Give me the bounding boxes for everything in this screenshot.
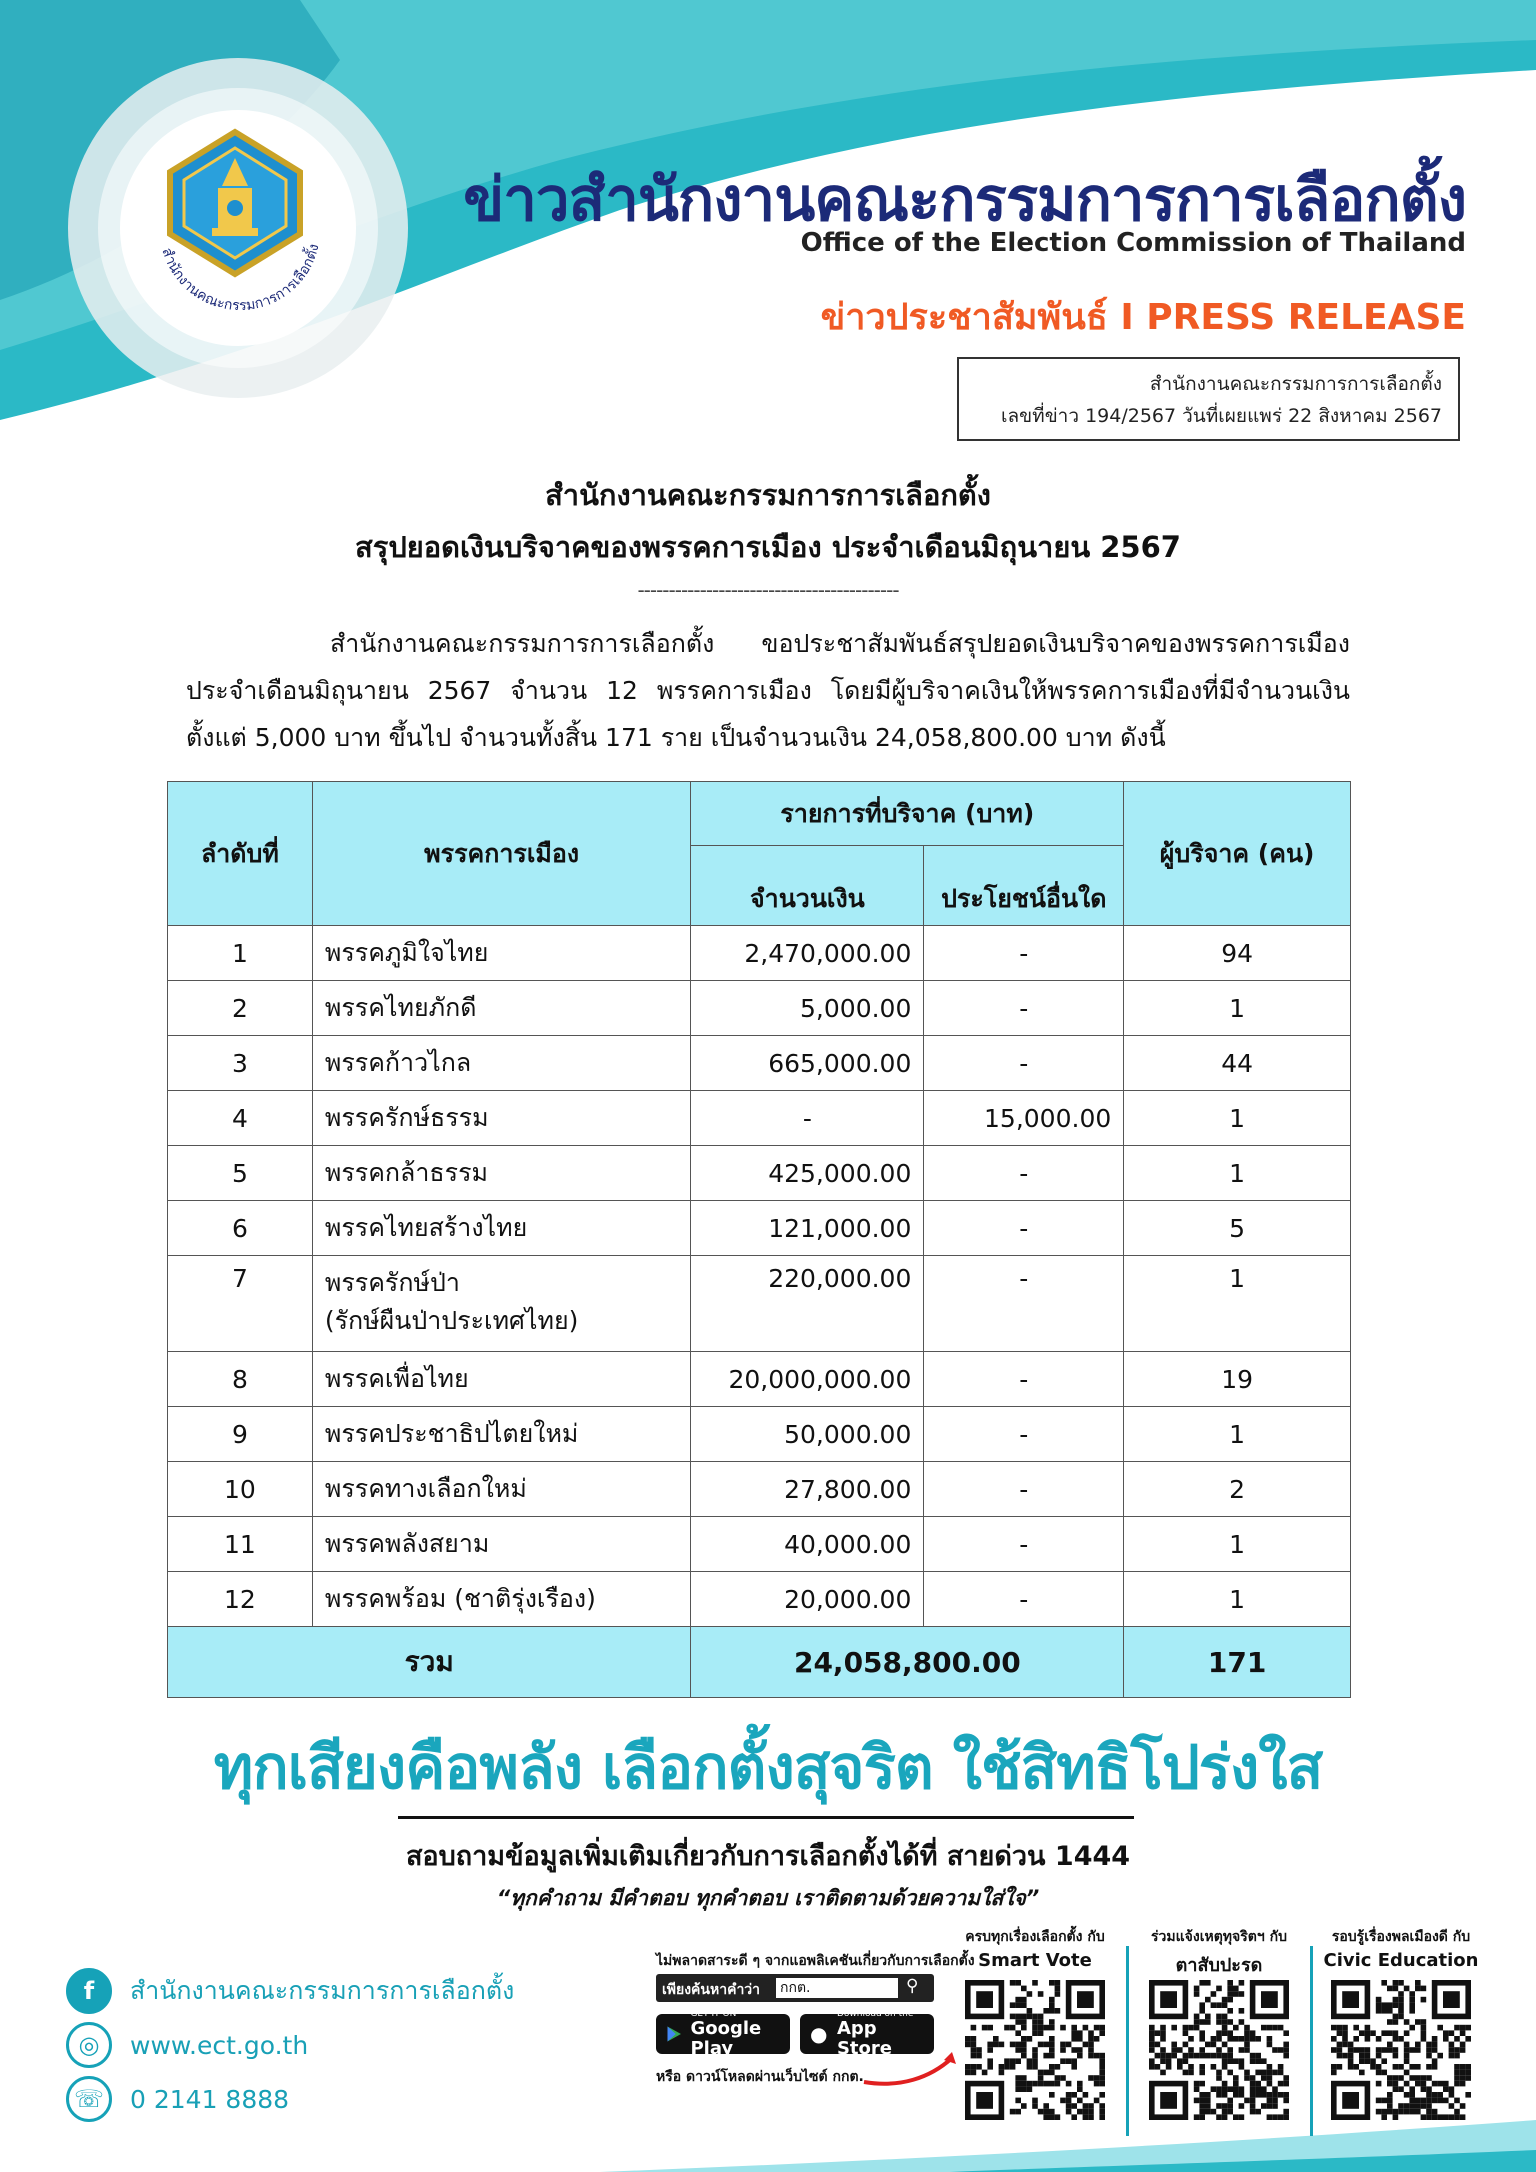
cell-donors: 19 bbox=[1124, 1352, 1351, 1407]
party-name: พรรคทางเลือกใหม่ bbox=[324, 1474, 527, 1503]
cell-other-benefit: - bbox=[924, 1146, 1124, 1201]
campaign-slogan: ทุกเสียงคือพลัง เลือกตั้งสุจริต ใช้สิทธิโปร่งใส bbox=[213, 1733, 1323, 1803]
cell-no: 2 bbox=[168, 981, 313, 1036]
header-title-en: Office of the Election Commission of Thailand bbox=[800, 228, 1466, 258]
cell-other-benefit: - bbox=[924, 981, 1124, 1036]
cell-no: 8 bbox=[168, 1352, 313, 1407]
qr-code-civic-education[interactable] bbox=[1331, 1980, 1471, 2120]
cell-other-benefit: - bbox=[924, 1256, 1124, 1352]
party-name: พรรคภูมิใจไทย bbox=[324, 938, 489, 967]
cell-donors: 1 bbox=[1124, 1146, 1351, 1201]
table-row bbox=[168, 1091, 1351, 1146]
phone-icon: ☏ bbox=[66, 2076, 112, 2122]
party-name: พรรครักษ์ป่า bbox=[324, 1268, 460, 1297]
table-row bbox=[168, 1407, 1351, 1462]
cell-other-benefit: - bbox=[924, 1462, 1124, 1517]
slogan-rule bbox=[398, 1816, 1134, 1819]
header-party: พรรคการเมือง bbox=[312, 782, 691, 926]
cell-other-benefit: - bbox=[924, 926, 1124, 981]
cell-amount: 20,000.00 bbox=[691, 1572, 924, 1627]
cell-amount: 665,000.00 bbox=[691, 1036, 924, 1091]
cell-donors: 1 bbox=[1124, 981, 1351, 1036]
cell-party bbox=[312, 1091, 691, 1146]
cell-no: 5 bbox=[168, 1146, 313, 1201]
total-label: รวม bbox=[168, 1627, 691, 1698]
app-store-name: App Store bbox=[836, 2018, 892, 2059]
facebook-icon: f bbox=[66, 1968, 112, 2014]
qr-caption-text: ร่วมแจ้งเหตุทุจริตฯ กับ bbox=[1151, 1929, 1287, 1945]
qr-caption-text: รอบรู้เรื่องพลเมืองดี กับ bbox=[1331, 1929, 1471, 1945]
summary-paragraph bbox=[186, 620, 1350, 761]
donations-table bbox=[167, 781, 1351, 1698]
header-donors: ผู้บริจาค (คน) bbox=[1124, 782, 1351, 926]
party-name: พรรคก้าวไกล bbox=[324, 1048, 472, 1077]
cell-party bbox=[312, 1036, 691, 1091]
qr-caption-tasapparod bbox=[1124, 1926, 1314, 1979]
cell-no: 12 bbox=[168, 1572, 313, 1627]
cell-party bbox=[312, 1572, 691, 1627]
table-row bbox=[168, 1517, 1351, 1572]
reference-number-date: เลขที่ข่าว 194/2567 วันที่เผยแพร่ 22 สิงหาคม 2567 bbox=[1001, 405, 1442, 427]
app-search-field: กกต. bbox=[776, 1978, 898, 1998]
heading-divider: ------------------------------------------ bbox=[637, 578, 899, 602]
cell-donors: 5 bbox=[1124, 1201, 1351, 1256]
hotline-text: สอบถามข้อมูลเพิ่มเติมเกี่ยวกับการเลือกตั้งได้ที่ สายด่วน 1444 bbox=[405, 1841, 1131, 1872]
party-name: พรรคพร้อม (ชาติรุ่งเรือง) bbox=[324, 1584, 596, 1613]
qr-code-tasapparod[interactable] bbox=[1149, 1980, 1289, 2120]
cell-no: 1 bbox=[168, 926, 313, 981]
cell-other-benefit: - bbox=[924, 1517, 1124, 1572]
cell-party bbox=[312, 1256, 691, 1352]
cell-donors: 44 bbox=[1124, 1036, 1351, 1091]
press-release-label: ข่าวประชาสัมพันธ์ I PRESS RELEASE bbox=[820, 297, 1466, 338]
app-search-label: เพียงค้นหาคำว่า bbox=[662, 1982, 761, 1998]
cell-amount: 40,000.00 bbox=[691, 1517, 924, 1572]
party-name: พรรคกล้าธรรม bbox=[324, 1158, 489, 1187]
cell-no: 4 bbox=[168, 1091, 313, 1146]
cell-party bbox=[312, 1517, 691, 1572]
header-no: ลำดับที่ bbox=[168, 782, 313, 926]
cell-amount: 220,000.00 bbox=[691, 1256, 924, 1352]
document-heading: สำนักงานคณะกรรมการการเลือกตั้ง bbox=[545, 478, 991, 512]
cell-no: 9 bbox=[168, 1407, 313, 1462]
table-row bbox=[168, 926, 1351, 981]
table-row bbox=[168, 1256, 1351, 1352]
reference-agency: สำนักงานคณะกรรมการการเลือกตั้ง bbox=[1149, 373, 1442, 395]
contact-website[interactable] bbox=[66, 2020, 308, 2070]
cell-party bbox=[312, 1201, 691, 1256]
cell-other-benefit: - bbox=[924, 1572, 1124, 1627]
cell-amount: 20,000,000.00 bbox=[691, 1352, 924, 1407]
google-play-small: GET IT ON bbox=[690, 2009, 737, 2019]
arrow-icon bbox=[860, 2050, 960, 2090]
cell-party bbox=[312, 1407, 691, 1462]
google-play-icon bbox=[666, 2023, 682, 2045]
qr-app-name: Smart Vote bbox=[978, 1950, 1092, 1971]
party-name: พรรคไทยสร้างไทย bbox=[324, 1213, 528, 1242]
cell-donors: 1 bbox=[1124, 1091, 1351, 1146]
cell-party bbox=[312, 926, 691, 981]
contact-facebook[interactable] bbox=[66, 1966, 514, 2016]
cell-donors: 2 bbox=[1124, 1462, 1351, 1517]
cell-donors: 1 bbox=[1124, 1572, 1351, 1627]
cell-party bbox=[312, 1462, 691, 1517]
web-download-note: หรือ ดาวน์โหลดผ่านเว็บไซต์ กกต. bbox=[656, 2069, 864, 2085]
table-row bbox=[168, 1462, 1351, 1517]
party-name: พรรคพลังสยาม bbox=[324, 1529, 490, 1558]
header-donation-group: รายการที่บริจาค (บาท) bbox=[691, 782, 1124, 846]
header-other: ประโยชน์อื่นใด bbox=[924, 846, 1124, 926]
cell-amount: 425,000.00 bbox=[691, 1146, 924, 1201]
cell-other-benefit: - bbox=[924, 1407, 1124, 1462]
hotline-quote: “ทุกคำถาม มีคำตอบ ทุกคำตอบ เราติดตามด้วยความใส่ใจ” bbox=[496, 1886, 1040, 1910]
cell-amount: 2,470,000.00 bbox=[691, 926, 924, 981]
cell-other-benefit: 15,000.00 bbox=[924, 1091, 1124, 1146]
cell-no: 3 bbox=[168, 1036, 313, 1091]
table-row bbox=[168, 1352, 1351, 1407]
table-row bbox=[168, 1146, 1351, 1201]
cell-no: 6 bbox=[168, 1201, 313, 1256]
cell-other-benefit: - bbox=[924, 1352, 1124, 1407]
cell-no: 10 bbox=[168, 1462, 313, 1517]
cell-no: 7 bbox=[168, 1256, 313, 1352]
apple-icon: ● bbox=[810, 2022, 828, 2046]
cell-donors: 1 bbox=[1124, 1256, 1351, 1352]
qr-caption-smart-vote bbox=[940, 1926, 1130, 1971]
cell-donors: 1 bbox=[1124, 1517, 1351, 1572]
app-store-badge[interactable] bbox=[800, 2009, 934, 2059]
qr-code-smart-vote[interactable] bbox=[965, 1980, 1105, 2120]
header-amount: จำนวนเงิน bbox=[691, 846, 924, 926]
party-name: พรรคประชาธิปไตยใหม่ bbox=[324, 1419, 579, 1448]
cell-amount: - bbox=[691, 1091, 924, 1146]
qr-caption-civic-education bbox=[1306, 1926, 1496, 1971]
search-icon: ⚲ bbox=[906, 1976, 919, 1996]
total-donors: 171 bbox=[1124, 1627, 1351, 1698]
qr-caption-text: ครบทุกเรื่องเลือกตั้ง กับ bbox=[965, 1929, 1105, 1945]
cell-no: 11 bbox=[168, 1517, 313, 1572]
cell-amount: 27,800.00 bbox=[691, 1462, 924, 1517]
qr-app-name: Civic Education bbox=[1323, 1950, 1479, 1971]
header-title-th: ข่าวสำนักงานคณะกรรมการการเลือกตั้ง bbox=[463, 165, 1466, 235]
table-row bbox=[168, 981, 1351, 1036]
document-subheading: สรุปยอดเงินบริจาคของพรรคการเมือง ประจำเดือนมิถุนายน 2567 bbox=[355, 530, 1181, 564]
contact-phone[interactable] bbox=[66, 2074, 289, 2124]
cell-amount: 50,000.00 bbox=[691, 1407, 924, 1462]
website-url[interactable]: www.ect.go.th bbox=[130, 2030, 309, 2060]
total-amount: 24,058,800.00 bbox=[691, 1627, 1124, 1698]
table-row bbox=[168, 1201, 1351, 1256]
total-row bbox=[168, 1627, 1351, 1698]
table-row bbox=[168, 1572, 1351, 1627]
app-promo-label: ไม่พลาดสาระดี ๆ จากแอพลิเคชันเกี่ยวกับการเลือกตั้ง bbox=[656, 1953, 975, 1969]
qr-app-name: ตาสับปะรด bbox=[1175, 1955, 1263, 1976]
logo-caption-arc bbox=[130, 120, 350, 340]
table-row bbox=[168, 1036, 1351, 1091]
cell-party bbox=[312, 1352, 691, 1407]
logo-caption: สำนักงานคณะกรรมการการเลือกตั้ง bbox=[158, 242, 323, 315]
cell-amount: 5,000.00 bbox=[691, 981, 924, 1036]
google-play-name: Google Play bbox=[690, 2018, 762, 2059]
app-store-small: Download on the bbox=[836, 2009, 914, 2019]
globe-icon: ◎ bbox=[66, 2022, 112, 2068]
summary-paragraph-text: สำนักงานคณะกรรมการการเลือกตั้ง ขอประชาสัมพันธ์สรุปยอดเงินบริจาคของพรรคการเมือง ประจำเดือนมิถุนายน 2567 จำนวน 12 พรรคการเมือง โดยมีผู้บริจาคเงินให้พรรคการเมืองที่มีจำนวนเงินตั้งแต่ 5,000 บาท ขึ้นไป จำนวนทั้งสิ้น 171 ราย เป็นจำนวนเงิน 24,058,800.00 บาท ดังนี้ bbox=[186, 629, 1350, 752]
party-name: พรรคเพื่อไทย bbox=[324, 1364, 469, 1393]
phone-number[interactable]: 0 2141 8888 bbox=[130, 2084, 290, 2114]
cell-party bbox=[312, 981, 691, 1036]
cell-party bbox=[312, 1146, 691, 1201]
reference-box bbox=[957, 357, 1460, 441]
party-name: พรรคไทยภักดี bbox=[324, 993, 477, 1022]
cell-donors: 94 bbox=[1124, 926, 1351, 981]
party-name: พรรครักษ์ธรรม bbox=[324, 1103, 489, 1132]
cell-other-benefit: - bbox=[924, 1036, 1124, 1091]
facebook-page-name[interactable]: สำนักงานคณะกรรมการการเลือกตั้ง bbox=[130, 1976, 515, 2005]
cell-amount: 121,000.00 bbox=[691, 1201, 924, 1256]
cell-donors: 1 bbox=[1124, 1407, 1351, 1462]
party-name-sub: (รักษ์ผืนป่าประเทศไทย) bbox=[324, 1306, 579, 1335]
svg-text:สำนักงานคณะกรรมการการเลือกตั้ง bbox=[158, 242, 322, 314]
google-play-badge[interactable] bbox=[656, 2009, 790, 2059]
cell-other-benefit: - bbox=[924, 1201, 1124, 1256]
